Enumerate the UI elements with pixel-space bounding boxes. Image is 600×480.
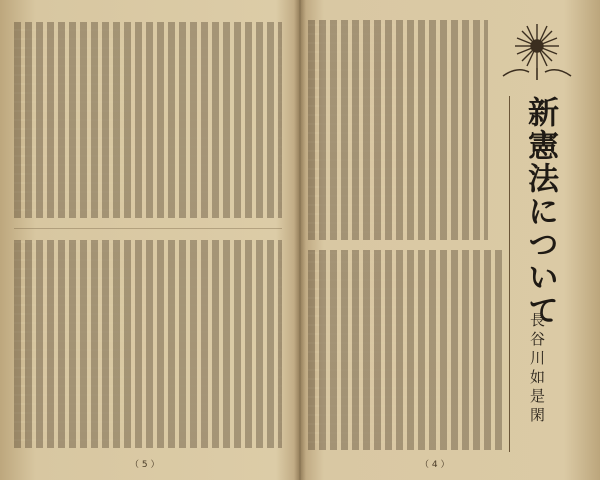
- body-text-block: [308, 250, 506, 450]
- body-text-block: [14, 22, 282, 218]
- article-title: 新憲法について: [522, 96, 558, 327]
- chrysanthemum-icon: [493, 18, 581, 82]
- title-column-rule: [509, 96, 510, 452]
- page-number-left: （ 5 ）: [130, 460, 160, 470]
- body-text-block: [308, 20, 488, 240]
- article-author: 長谷川如是閑: [528, 312, 546, 426]
- page-number-right: （ 4 ）: [420, 460, 450, 470]
- left-page: [0, 0, 298, 480]
- section-divider: [14, 228, 282, 229]
- body-text-block: [14, 240, 282, 448]
